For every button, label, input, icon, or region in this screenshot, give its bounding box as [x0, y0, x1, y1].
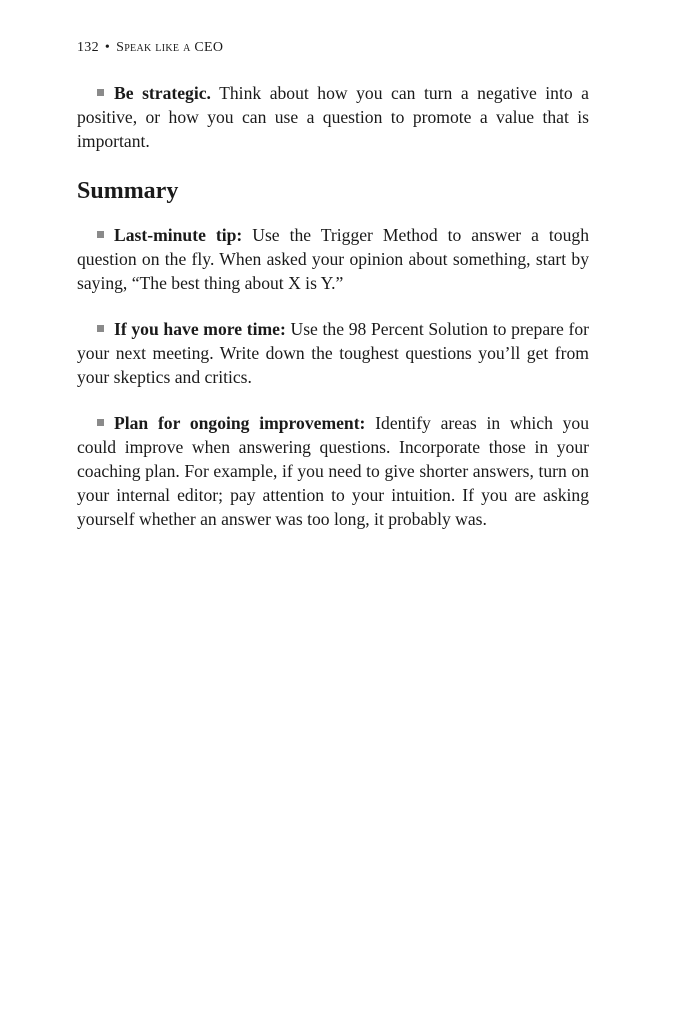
bullet-text: Think about how you can turn a negative into a positive, or how you can use a question to promote a value that is important. — [77, 83, 589, 151]
bullet-lead: Last-minute tip: — [114, 225, 243, 245]
bullet-lead: Be strategic. — [114, 83, 211, 103]
section-heading: Summary — [77, 178, 179, 204]
summary-bullet-paragraph — [77, 223, 589, 295]
bullet-text: Identify areas in which you could improve when answering questions. Incorporate those in your coaching plan. For example, if you need to give shorter answers, turn on your internal editor; pay attention to your intuition. If you are asking yourself whether an answer was too long, it probably was. — [77, 413, 590, 529]
running-head — [77, 40, 223, 56]
square-bullet-icon — [97, 419, 104, 426]
summary-bullet-paragraph — [77, 411, 589, 531]
bullet-text: Use the 98 Percent Solution to prepare for your next meeting. Write down the toughest questions you’ll get from your skeptics and critics. — [77, 319, 589, 387]
bullet-lead: Plan for ongoing improvement: — [114, 413, 366, 433]
book-title: Speak like a CEO — [116, 40, 224, 55]
bullet-text: Use the Trigger Method to answer a tough question on the fly. When asked your opinion about something, start by saying, “The best thing about X is Y.” — [77, 225, 589, 293]
intro-bullet-paragraph — [77, 81, 589, 153]
square-bullet-icon — [97, 325, 104, 332]
bullet-lead: If you have more time: — [114, 319, 286, 339]
page-number: 132 — [77, 40, 99, 55]
square-bullet-icon — [97, 89, 104, 96]
separator-dot: • — [104, 40, 111, 55]
summary-bullet-paragraph — [77, 317, 589, 389]
square-bullet-icon — [97, 231, 104, 238]
